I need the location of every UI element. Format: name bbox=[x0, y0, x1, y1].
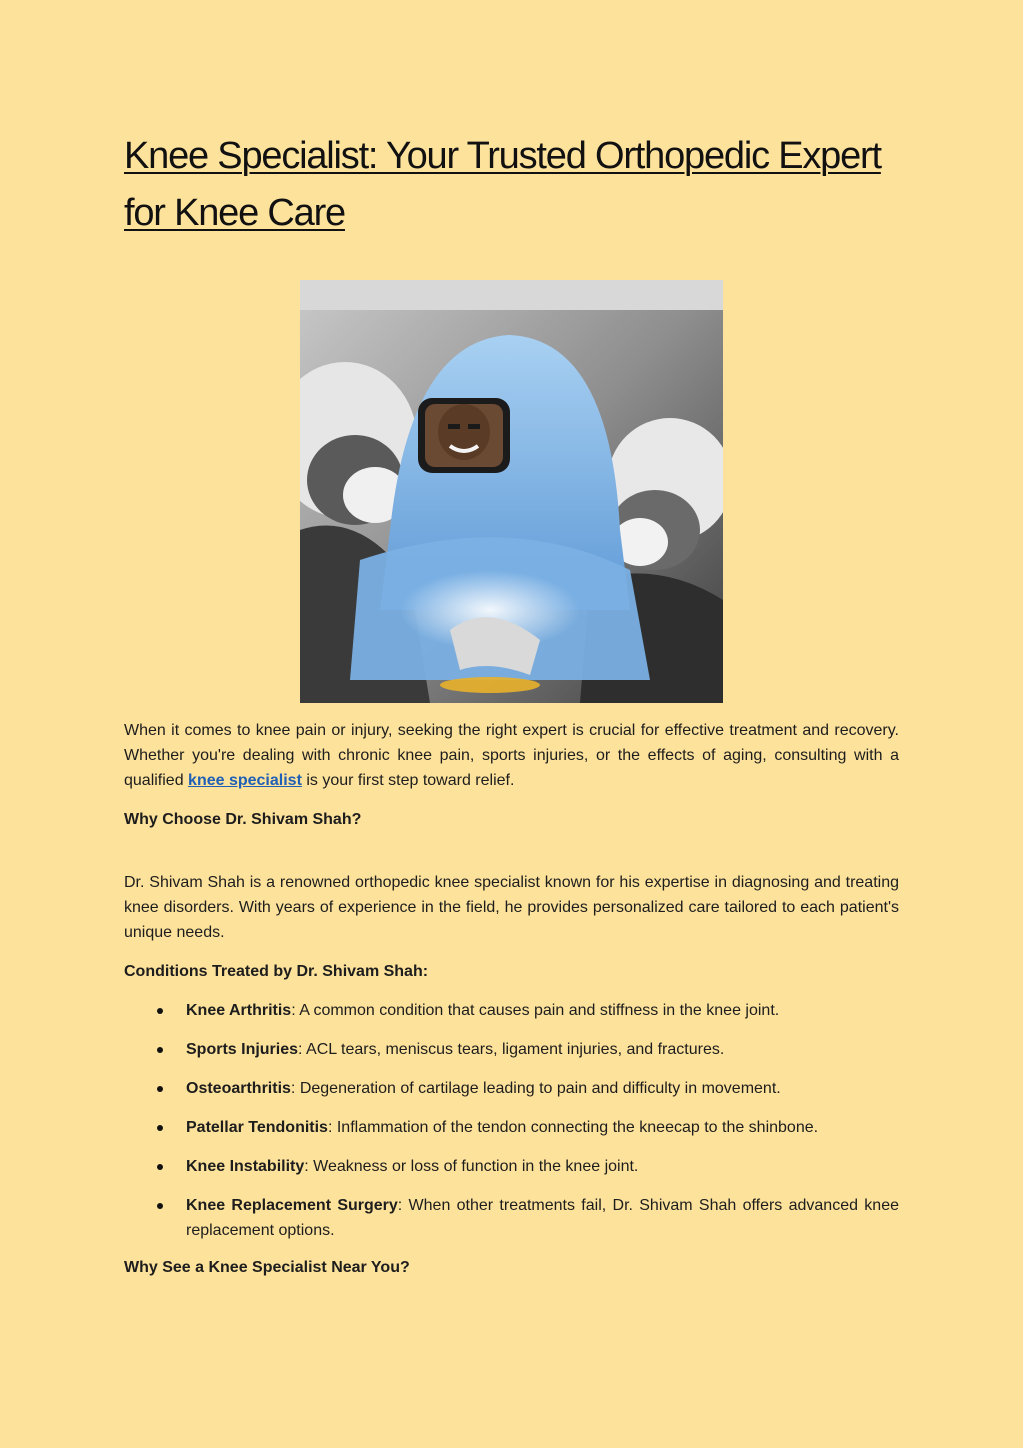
condition-desc: : A common condition that causes pain and stiffness in the knee joint. bbox=[291, 1002, 780, 1019]
condition-name: Knee Arthritis bbox=[186, 1002, 292, 1019]
condition-desc: : When other treatments fail, Dr. Shivam Shah offers advanced knee replacement options. bbox=[186, 1197, 900, 1239]
bullet-icon bbox=[157, 1203, 163, 1209]
condition-name: Knee Replacement Surgery bbox=[186, 1197, 398, 1214]
list-item bbox=[124, 1193, 899, 1243]
about-paragraph: Dr. Shivam Shah is a renowned orthopedic knee specialist known for his expertise in diagnosing and treating knee disorders. With years of experience in the field, he provides personalized care tailored to each patient's unique needs. bbox=[124, 874, 899, 941]
hero-image bbox=[300, 280, 723, 703]
list-item bbox=[124, 1037, 899, 1062]
list-item bbox=[124, 998, 899, 1023]
conditions-heading: Conditions Treated by Dr. Shivam Shah: bbox=[124, 963, 429, 980]
condition-name: Patellar Tendonitis bbox=[186, 1119, 328, 1136]
intro-text-end: is your first step toward relief. bbox=[301, 772, 515, 789]
bullet-icon bbox=[157, 1125, 163, 1131]
bullet-icon bbox=[157, 1164, 163, 1170]
condition-name: Osteoarthritis bbox=[186, 1080, 291, 1097]
condition-desc: : Weakness or loss of function in the knee joint. bbox=[304, 1158, 639, 1175]
condition-name: Knee Instability bbox=[186, 1158, 305, 1175]
near-you-heading: Why See a Knee Specialist Near You? bbox=[124, 1259, 410, 1276]
bullet-icon bbox=[157, 1086, 163, 1092]
conditions-list bbox=[124, 998, 899, 1257]
condition-desc: : Degeneration of cartilage leading to pain and difficulty in movement. bbox=[290, 1080, 781, 1097]
list-item bbox=[124, 1115, 899, 1140]
surgeon-in-helmet-photo bbox=[300, 280, 723, 703]
intro-text: When it comes to knee pain or injury, seeking the right expert is crucial for effective treatment and recovery. Whether you're dealing with chronic knee pain, sports injuries, or the effects of aging, consulting with a qualified bbox=[124, 722, 899, 789]
bullet-icon bbox=[157, 1008, 163, 1014]
list-item bbox=[124, 1154, 899, 1179]
list-item bbox=[124, 1076, 899, 1101]
page-title: Knee Specialist: Your Trusted Orthopedic Expert for Knee Care bbox=[124, 135, 881, 234]
condition-desc: : Inflammation of the tendon connecting the kneecap to the shinbone. bbox=[327, 1119, 819, 1136]
condition-name: Sports Injuries bbox=[186, 1041, 299, 1058]
intro-paragraph bbox=[124, 718, 899, 793]
knee-specialist-link[interactable]: knee specialist bbox=[188, 772, 302, 789]
bullet-icon bbox=[157, 1047, 163, 1053]
why-choose-heading: Why Choose Dr. Shivam Shah? bbox=[124, 811, 362, 828]
condition-desc: : ACL tears, meniscus tears, ligament injuries, and fractures. bbox=[298, 1041, 725, 1058]
